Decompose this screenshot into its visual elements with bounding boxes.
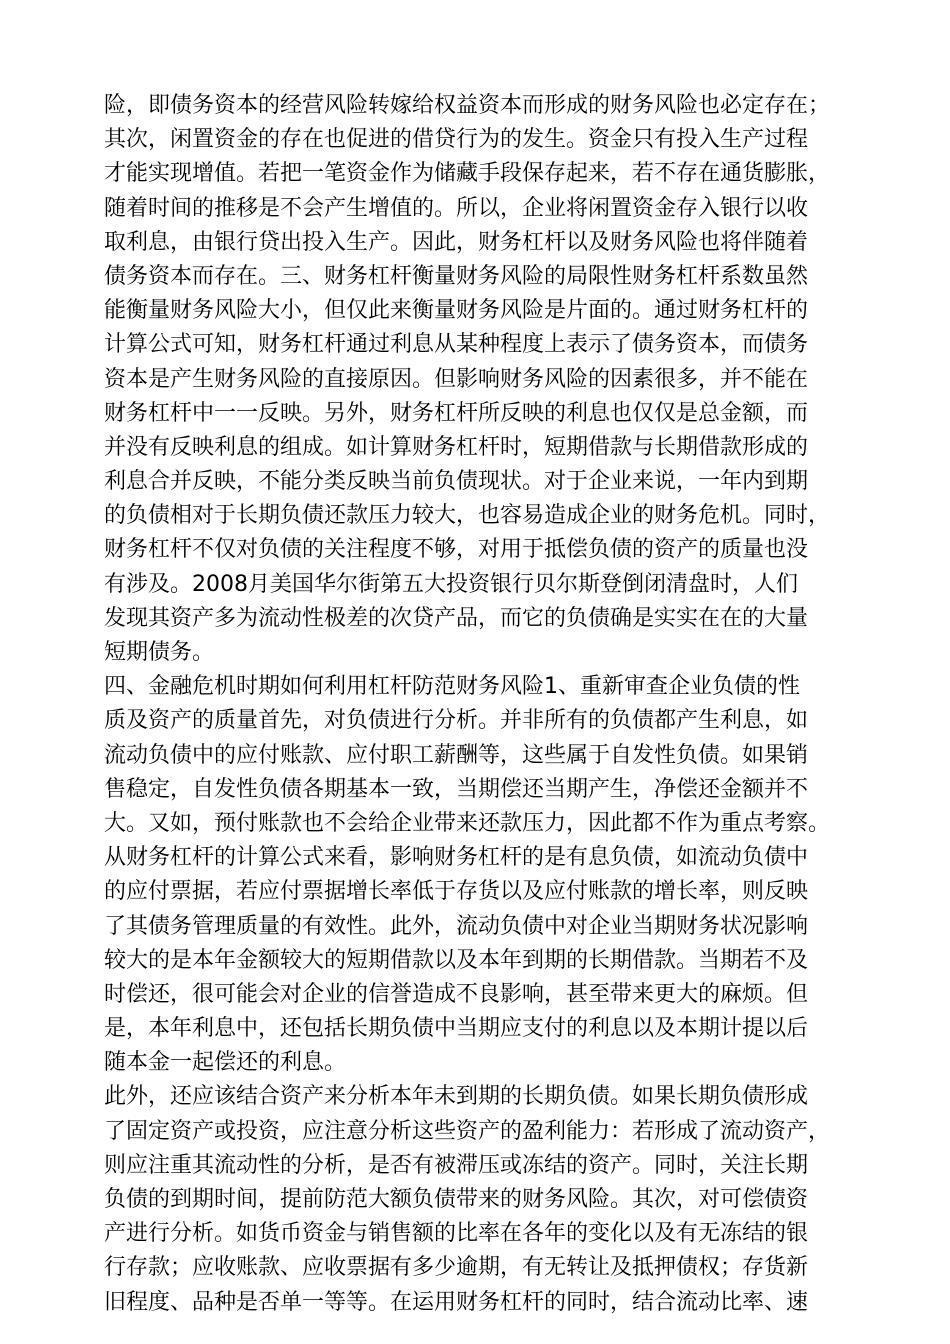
text-line: 取利息，由银行贷出投入生产。因此，财务杠杆以及财务风险也将伴随着 — [104, 229, 809, 255]
text-line: 四、金融危机时期如何利用杠杆防范财务风险1、重新审查企业负债的性 — [104, 674, 800, 700]
text-line: 其次，闲置资金的存在也促进的借贷行为的发生。资金只有投入生产过程 — [104, 127, 809, 153]
text-line: 险，即债务资本的经营风险转嫁给权益资本而形成的财务风险也必定存在； — [104, 93, 831, 118]
text-line: 有涉及。2008月美国华尔街第五大投资银行贝尔斯登倒闭清盘时，人们 — [104, 571, 798, 597]
text-line: 的应付票据，若应付票据增长率低于存货以及应付账款的增长率，则反映 — [104, 879, 809, 905]
text-line: 则应注重其流动性的分析，是否有被滞压或冻结的资产。同时，关注长期 — [104, 1152, 809, 1178]
text-line: 时偿还，很可能会对企业的信誉造成不良影响，甚至带来更大的麻烦。但 — [104, 981, 809, 1007]
text-line: 的负债相对于长期负债还款压力较大，也容易造成企业的财务危机。同时， — [104, 503, 831, 529]
text-line: 产进行分析。如货币资金与销售额的比率在各年的变化以及有无冻结的银 — [104, 1221, 809, 1247]
text-line: 利息合并反映，不能分类反映当前负债现状。对于企业来说，一年内到期 — [104, 469, 809, 495]
text-line: 资本是产生财务风险的直接原因。但影响财务风险的因素很多，并不能在 — [104, 366, 809, 392]
text-line: 财务杠杆不仅对负债的关注程度不够，对用于抵偿负债的资产的质量也没 — [104, 537, 809, 563]
text-line: 大。又如，预付账款也不会给企业带来还款压力，因此都不作为重点考察。 — [104, 810, 831, 836]
text-line: 了固定资产或投资，应注意分析这些资产的盈利能力：若形成了流动资产， — [104, 1118, 831, 1144]
text-line: 发现其资产多为流动性极差的次贷产品，而它的负债确是实实在在的大量 — [104, 605, 809, 631]
text-line: 短期债务。 — [104, 640, 215, 665]
text-line: 从财务杠杆的计算公式来看，影响财务杠杆的是有息负债，如流动负债中 — [104, 845, 809, 871]
text-line: 此外，还应该结合资产来分析本年未到期的长期负债。如果长期负债形成 — [104, 1084, 809, 1110]
text-line: 了其债务管理质量的有效性。此外，流动负债中对企业当期财务状况影响 — [104, 913, 809, 939]
body-text — [104, 89, 864, 1320]
text-line: 并没有反映利息的组成。如计算财务杠杆时，短期借款与长期借款形成的 — [104, 434, 809, 460]
text-line: 随本金一起偿还的利息。 — [104, 1050, 347, 1076]
text-line: 随着时间的推移是不会产生增值的。所以，企业将闲置资金存入银行以收 — [104, 195, 809, 221]
text-line: 财务杠杆中一一反映。另外，财务杠杆所反映的利息也仅仅是总金额，而 — [104, 400, 809, 426]
text-line: 行存款；应收账款、应收票据有多少逾期，有无转让及抵押债权；存货新 — [104, 1255, 809, 1281]
text-line: 是，本年利息中，还包括长期负债中当期应支付的利息以及本期计提以后 — [104, 1016, 809, 1042]
text-line: 能衡量财务风险大小，但仅此来衡量财务风险是片面的。通过财务杠杆的 — [104, 298, 809, 324]
text-line: 较大的是本年金额较大的短期借款以及本年到期的长期借款。当期若不及 — [104, 947, 809, 973]
text-line: 才能实现增值。若把一笔资金作为储藏手段保存起来，若不存在通货膨胀， — [104, 161, 831, 187]
text-line: 质及资产的质量首先，对负债进行分析。并非所有的负债都产生利息，如 — [104, 708, 809, 734]
text-line: 债务资本而存在。三、财务杠杆衡量财务风险的局限性财务杠杆系数虽然 — [104, 263, 809, 289]
text-line: 旧程度、品种是否单一等等。在运用财务杠杆的同时，结合流动比率、速 — [104, 1289, 809, 1315]
text-line: 流动负债中的应付账款、应付职工薪酬等，这些属于自发性负债。如果销 — [104, 742, 809, 768]
text-line: 负债的到期时间，提前防范大额负债带来的财务风险。其次，对可偿债资 — [104, 1187, 809, 1212]
text-line: 售稳定，自发性负债各期基本一致，当期偿还当期产生，净偿还金额并不 — [104, 776, 809, 802]
text-line: 计算公式可知，财务杠杆通过利息从某种程度上表示了债务资本，而债务 — [104, 332, 809, 358]
